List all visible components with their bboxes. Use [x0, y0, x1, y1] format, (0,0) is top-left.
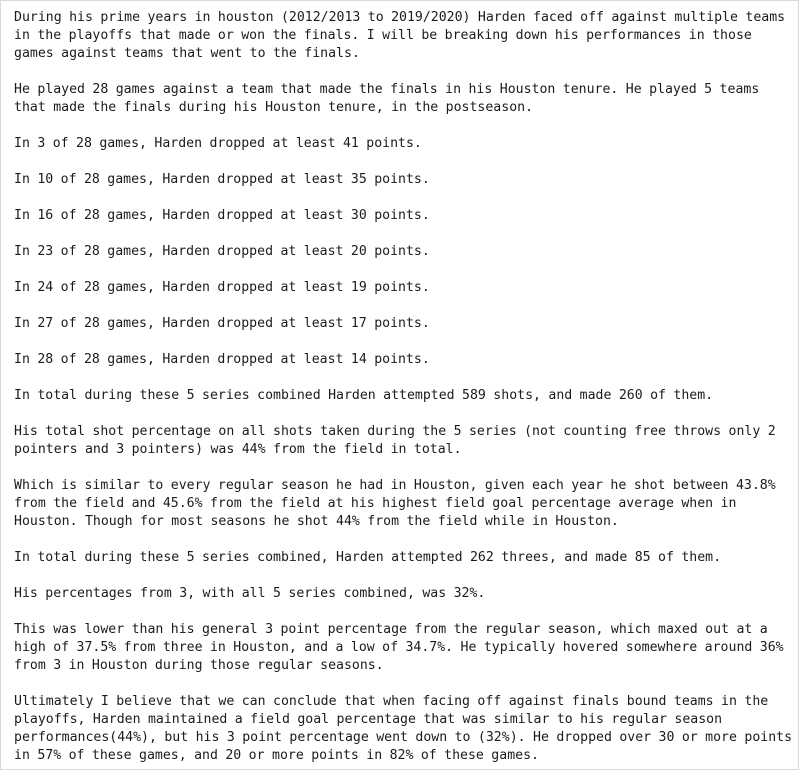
paragraph-stat-35-points: In 10 of 28 games, Harden dropped at least 35 points.: [14, 172, 430, 187]
paragraph-shots-total: In total during these 5 series combined Harden attempted 589 shots, and made 260 of them.: [14, 388, 714, 403]
paragraph-conclusion: Ultimately I believe that we can conclude that when facing off against finals bound teams in the playoffs, Harden maintained a field goal percentage that was similar to his regular season performances(44%), but his 3 point percentage went down to (32%). He dropped over 30 or more points in 57% of these games, and 20 or more points in 82% of these games.: [14, 694, 793, 763]
paragraph-shot-percentage: His total shot percentage on all shots taken during the 5 series (not counting free throws only 2 pointers and 3 pointers) was 44% from the field in total.: [14, 424, 776, 457]
paragraph-stat-17-points: In 27 of 28 games, Harden dropped at least 17 points.: [14, 316, 430, 331]
paragraph-stat-20-points: In 23 of 28 games, Harden dropped at least 20 points.: [14, 244, 430, 259]
paragraph-three-comparison: This was lower than his general 3 point percentage from the regular season, which maxed out at a high of 37.5% from three in Houston, and a low of 34.7%. He typically hovered somewhere around 36% from 3 in Houston during those regular seasons.: [14, 622, 784, 673]
paragraph-games-played: He played 28 games against a team that made the finals in his Houston tenure. He played 5 teams that made the finals during his Houston tenure, in the postseason.: [14, 82, 760, 115]
paragraph-intro: During his prime years in houston (2012/2013 to 2019/2020) Harden faced off against multiple teams in the playoffs that made or won the finals. I will be breaking down his performances in those games against teams that went to the finals.: [14, 10, 786, 61]
paragraph-threes-total: In total during these 5 series combined, Harden attempted 262 threes, and made 85 of them.: [14, 550, 722, 565]
paragraph-stat-19-points: In 24 of 28 games, Harden dropped at least 19 points.: [14, 280, 430, 295]
paragraph-regular-season-comparison: Which is similar to every regular season he had in Houston, given each year he shot between 43.8% from the field and 45.6% from the field at his highest field goal percentage average when in Houston. Though for most seasons he shot 44% from the field while in Houston.: [14, 478, 776, 529]
paragraph-stat-14-points: In 28 of 28 games, Harden dropped at least 14 points.: [14, 352, 430, 367]
paragraph-stat-30-points: In 16 of 28 games, Harden dropped at least 30 points.: [14, 208, 430, 223]
paragraph-three-percentage: His percentages from 3, with all 5 series combined, was 32%.: [14, 586, 486, 601]
paragraph-stat-41-points: In 3 of 28 games, Harden dropped at least 41 points.: [14, 136, 422, 151]
